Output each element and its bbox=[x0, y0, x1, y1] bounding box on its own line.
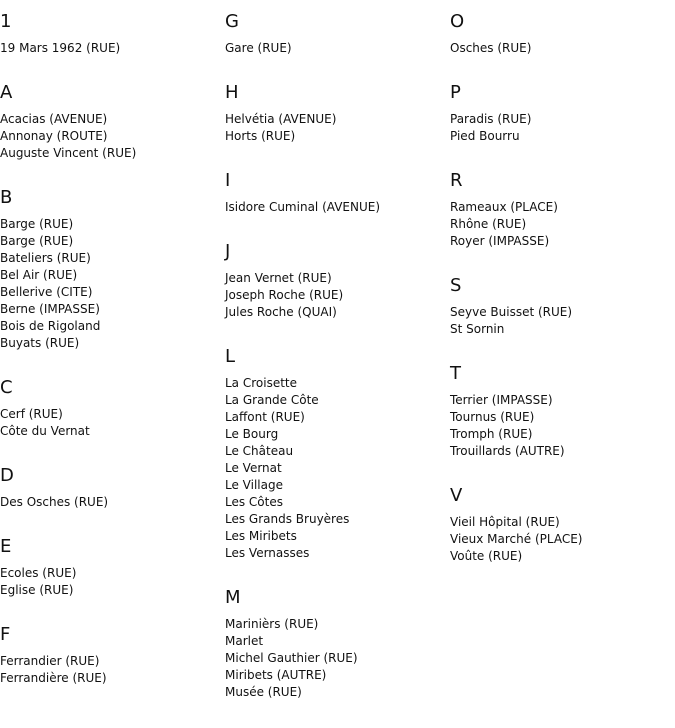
street-name: Tournus (RUE) bbox=[450, 410, 535, 424]
street-name: Les Miribets bbox=[225, 529, 297, 543]
street-name: Horts (RUE) bbox=[225, 129, 296, 143]
street-list bbox=[225, 111, 450, 145]
street-name: Berne (IMPASSE) bbox=[0, 302, 100, 316]
street-list bbox=[0, 216, 225, 352]
letter-heading: L bbox=[225, 346, 236, 367]
street-name: Acacias (AVENUE) bbox=[0, 112, 108, 126]
street-index-column-3 bbox=[450, 0, 675, 579]
street-name: Osches (RUE) bbox=[450, 41, 532, 55]
street-name: Bois de Rigoland bbox=[0, 319, 101, 333]
street-list bbox=[450, 392, 675, 460]
street-index-column-1 bbox=[0, 0, 225, 701]
street-list bbox=[450, 514, 675, 565]
letter-heading: C bbox=[0, 377, 13, 398]
letter-group bbox=[225, 335, 450, 562]
street-list bbox=[0, 40, 225, 57]
street-name: Vieux Marché (PLACE) bbox=[450, 532, 583, 546]
letter-group bbox=[0, 71, 225, 162]
street-name: Marinièrs (RUE) bbox=[225, 617, 319, 631]
street-name: Rameaux (PLACE) bbox=[450, 200, 558, 214]
street-name: Laffont (RUE) bbox=[225, 410, 305, 424]
letter-group bbox=[0, 176, 225, 352]
street-name: Joseph Roche (RUE) bbox=[225, 288, 344, 302]
street-name: Tromph (RUE) bbox=[450, 427, 533, 441]
letter-group bbox=[0, 613, 225, 687]
street-list bbox=[225, 616, 450, 701]
street-name: Royer (IMPASSE) bbox=[450, 234, 550, 248]
street-name: Le Bourg bbox=[225, 427, 279, 441]
letter-heading: O bbox=[450, 11, 465, 32]
street-name: Helvétia (AVENUE) bbox=[225, 112, 337, 126]
street-index-column-2 bbox=[225, 0, 450, 715]
street-name: Les Côtes bbox=[225, 495, 283, 509]
letter-group bbox=[0, 0, 225, 57]
letter-group bbox=[450, 264, 675, 338]
letter-group bbox=[450, 159, 675, 250]
street-name: Marlet bbox=[225, 634, 264, 648]
street-list bbox=[0, 406, 225, 440]
street-name: Paradis (RUE) bbox=[450, 112, 532, 126]
street-name: Côte du Vernat bbox=[0, 424, 90, 438]
street-name: Barge (RUE) bbox=[0, 217, 74, 231]
street-name: Musée (RUE) bbox=[225, 685, 302, 699]
street-name: Auguste Vincent (RUE) bbox=[0, 146, 137, 160]
letter-group bbox=[0, 366, 225, 440]
street-name: Bateliers (RUE) bbox=[0, 251, 91, 265]
letter-group bbox=[225, 576, 450, 701]
street-name: Buyats (RUE) bbox=[0, 336, 80, 350]
street-name: Jules Roche (QUAI) bbox=[225, 305, 337, 319]
street-name: Pied Bourru bbox=[450, 129, 520, 143]
street-name: Le Village bbox=[225, 478, 283, 492]
letter-heading: I bbox=[225, 170, 231, 191]
letter-heading: S bbox=[450, 275, 462, 296]
street-list bbox=[450, 111, 675, 145]
street-name: La Croisette bbox=[225, 376, 298, 390]
street-name: Annonay (ROUTE) bbox=[0, 129, 108, 143]
street-name: Eglise (RUE) bbox=[0, 583, 74, 597]
street-list bbox=[0, 111, 225, 162]
street-name: Des Osches (RUE) bbox=[0, 495, 109, 509]
street-name: Jean Vernet (RUE) bbox=[225, 271, 332, 285]
street-name: Seyve Buisset (RUE) bbox=[450, 305, 573, 319]
street-list bbox=[450, 199, 675, 250]
letter-heading: M bbox=[225, 587, 241, 608]
street-list bbox=[0, 653, 225, 687]
letter-heading: E bbox=[0, 536, 12, 557]
street-name: St Sornin bbox=[450, 322, 505, 336]
street-name: Ferrandier (RUE) bbox=[0, 654, 100, 668]
letter-heading: T bbox=[450, 363, 461, 384]
street-name: Le Château bbox=[225, 444, 294, 458]
letter-group bbox=[0, 454, 225, 511]
street-name: Le Vernat bbox=[225, 461, 282, 475]
street-name: Les Grands Bruyères bbox=[225, 512, 350, 526]
street-list bbox=[0, 494, 225, 511]
letter-heading: 1 bbox=[0, 11, 12, 32]
letter-group bbox=[450, 474, 675, 565]
street-name: Vieil Hôpital (RUE) bbox=[450, 515, 560, 529]
letter-group bbox=[225, 71, 450, 145]
letter-group bbox=[225, 0, 450, 57]
street-list bbox=[225, 199, 450, 216]
letter-group bbox=[450, 352, 675, 460]
letter-heading: B bbox=[0, 187, 13, 208]
street-list bbox=[0, 565, 225, 599]
letter-group bbox=[225, 159, 450, 216]
letter-heading: P bbox=[450, 82, 461, 103]
street-name: 19 Mars 1962 (RUE) bbox=[0, 41, 121, 55]
street-list bbox=[225, 270, 450, 321]
street-list bbox=[450, 304, 675, 338]
letter-heading: D bbox=[0, 465, 14, 486]
letter-group bbox=[450, 0, 675, 57]
street-name: Isidore Cuminal (AVENUE) bbox=[225, 200, 381, 214]
letter-group bbox=[225, 230, 450, 321]
street-name: Bellerive (CITE) bbox=[0, 285, 93, 299]
letter-heading: F bbox=[0, 624, 11, 645]
letter-heading: V bbox=[450, 485, 463, 506]
letter-heading: J bbox=[225, 241, 231, 262]
street-list bbox=[225, 375, 450, 562]
street-name: Gare (RUE) bbox=[225, 41, 292, 55]
street-name: Rhône (RUE) bbox=[450, 217, 527, 231]
street-name: Cerf (RUE) bbox=[0, 407, 63, 421]
street-list bbox=[225, 40, 450, 57]
letter-heading: R bbox=[450, 170, 463, 191]
letter-group bbox=[450, 71, 675, 145]
street-name: La Grande Côte bbox=[225, 393, 319, 407]
letter-group bbox=[0, 525, 225, 599]
letter-heading: G bbox=[225, 11, 239, 32]
street-name: Les Vernasses bbox=[225, 546, 310, 560]
street-name: Bel Air (RUE) bbox=[0, 268, 78, 282]
street-name: Barge (RUE) bbox=[0, 234, 74, 248]
letter-heading: A bbox=[0, 82, 13, 103]
letter-heading: H bbox=[225, 82, 239, 103]
street-name: Ferrandière (RUE) bbox=[0, 671, 107, 685]
street-name: Voûte (RUE) bbox=[450, 549, 523, 563]
street-name: Michel Gauthier (RUE) bbox=[225, 651, 358, 665]
street-name: Trouillards (AUTRE) bbox=[450, 444, 565, 458]
street-name: Ecoles (RUE) bbox=[0, 566, 77, 580]
street-name: Miribets (AUTRE) bbox=[225, 668, 327, 682]
street-list bbox=[450, 40, 675, 57]
street-name: Terrier (IMPASSE) bbox=[450, 393, 553, 407]
